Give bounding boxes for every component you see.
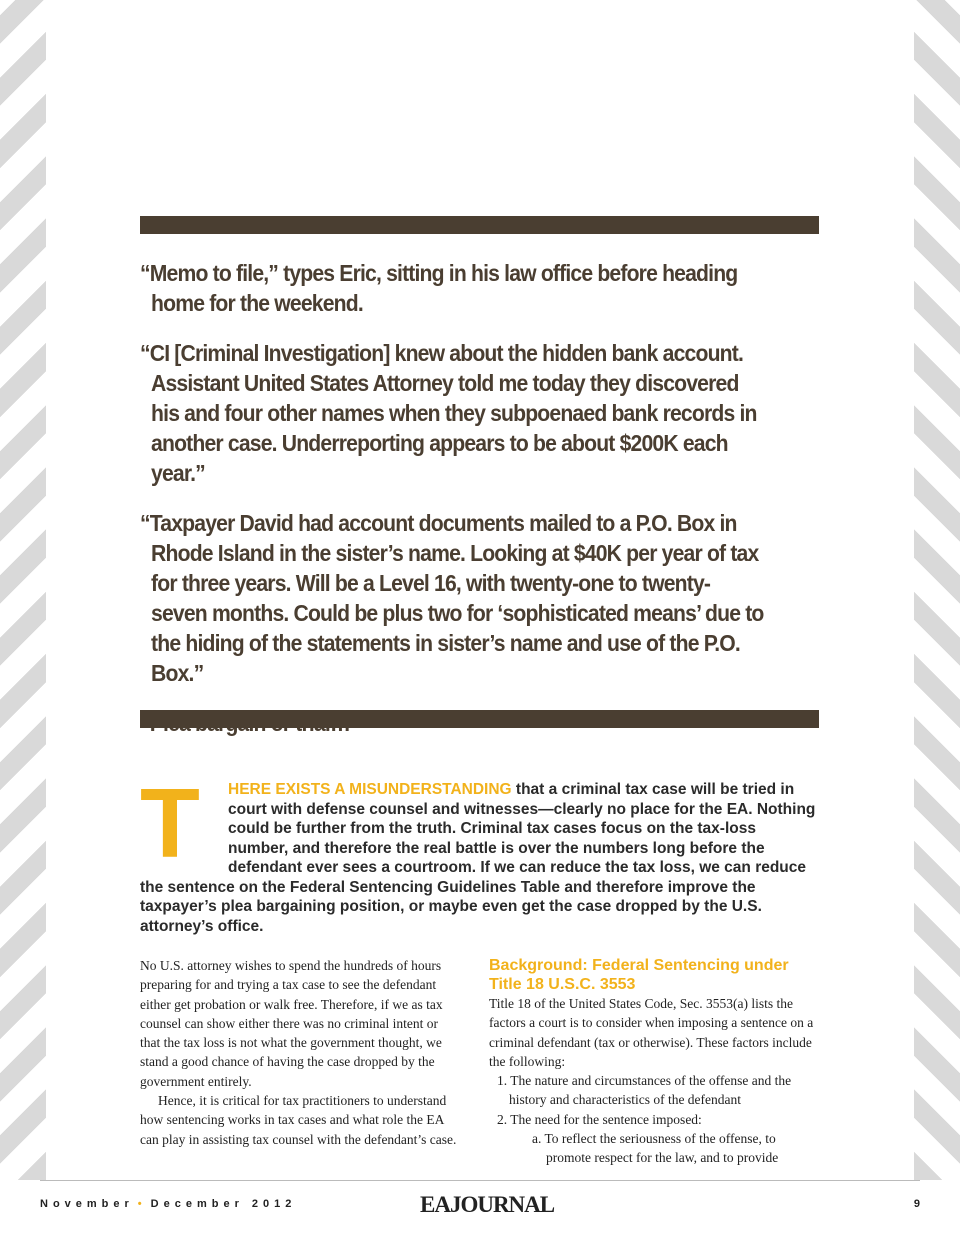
pull-quote: “Memo to file,” types Eric, sitting in his law office before heading home for the weekend. — [140, 260, 738, 316]
issue-month-2: December 2012 — [150, 1198, 297, 1210]
journal-logo: EAJOURNAL — [420, 1192, 555, 1217]
bottom-divider-bar — [140, 710, 819, 728]
issue-date — [40, 1198, 296, 1210]
top-divider-bar — [140, 216, 819, 234]
body-paragraph: No U.S. attorney wishes to spend the hundreds of hours preparing for and trying a tax case to see the defendant either get probation or walk free. Therefore, if we as tax counsel can show either there was no criminal intent or that the tax loss is not what the government thought, we stand a good chance of having the case dropped by the government entirely. — [140, 958, 443, 1089]
lead-caps: HERE EXISTS A MISUNDERSTANDING — [228, 781, 512, 798]
page-number: 9 — [913, 1198, 920, 1210]
list-item: 1. The nature and circumstances of the offense and the history and characteristics of the defendant — [497, 1073, 792, 1108]
footer-rule — [40, 1180, 920, 1181]
list-item: 2. The need for the sentence imposed: — [497, 1111, 702, 1127]
pull-quote: “Taxpayer David had account documents mailed to a P.O. Box in Rhode Island in the sister’s name. Looking at $40K per year of tax for three years. Will be a Level 16, with twenty-one to twenty-seven months. Could be plus two for ‘sophisticated means’ due to the hiding of the statements in sister’s name and use of the P.O. Box.” — [140, 510, 764, 686]
left-stripe-border — [0, 0, 46, 1180]
list-subitem: a. To reflect the seriousness of the offense, to promote respect for the law, and to provide — [532, 1131, 779, 1166]
body-paragraph: Title 18 of the United States Code, Sec. 3553(a) lists the factors a court is to consider when imposing a sentence on a criminal defendant (tax or otherwise). These factors include the following: — [489, 996, 814, 1069]
body-paragraph: Hence, it is critical for tax practitioners to understand how sentencing works in tax cases and what role the EA can play in assisting tax counsel with the defendant’s case. — [140, 1093, 457, 1147]
section-subhead: Background: Federal Sentencing under Title 18 U.S.C. 3553 — [489, 957, 789, 993]
separator-dot: • — [137, 1198, 147, 1210]
pull-quote: “CI [Criminal Investigation] knew about the hidden bank account. Assistant United States Attorney told me today they discovered his and four other names when they subpoenaed bank records in another case. Underreporting appears to be about $200K each year.” — [140, 340, 757, 486]
lead-paragraph — [140, 768, 820, 936]
right-stripe-border — [914, 0, 960, 1180]
drop-cap: T — [140, 768, 200, 878]
pull-quote-block — [140, 258, 766, 758]
issue-month-1: November — [40, 1198, 134, 1210]
lead-text: that a criminal tax case will be tried in court with defense counsel and witnesses—clearly no place for the EA. Nothing could be further from the truth. Criminal tax cases focus on the tax-loss number, and therefore the real battle is over the numbers long before the defendant ever sees a courtroom. If we can reduce the tax loss, we can reduce the sentence on the Federal Sentencing Guidelines Table and therefore improve the taxpayer’s plea bargaining position, or maybe even get the case dropped by the U.S. attorney’s office. — [140, 781, 816, 935]
body-column-left — [140, 956, 458, 1149]
body-column-right — [489, 956, 819, 1168]
